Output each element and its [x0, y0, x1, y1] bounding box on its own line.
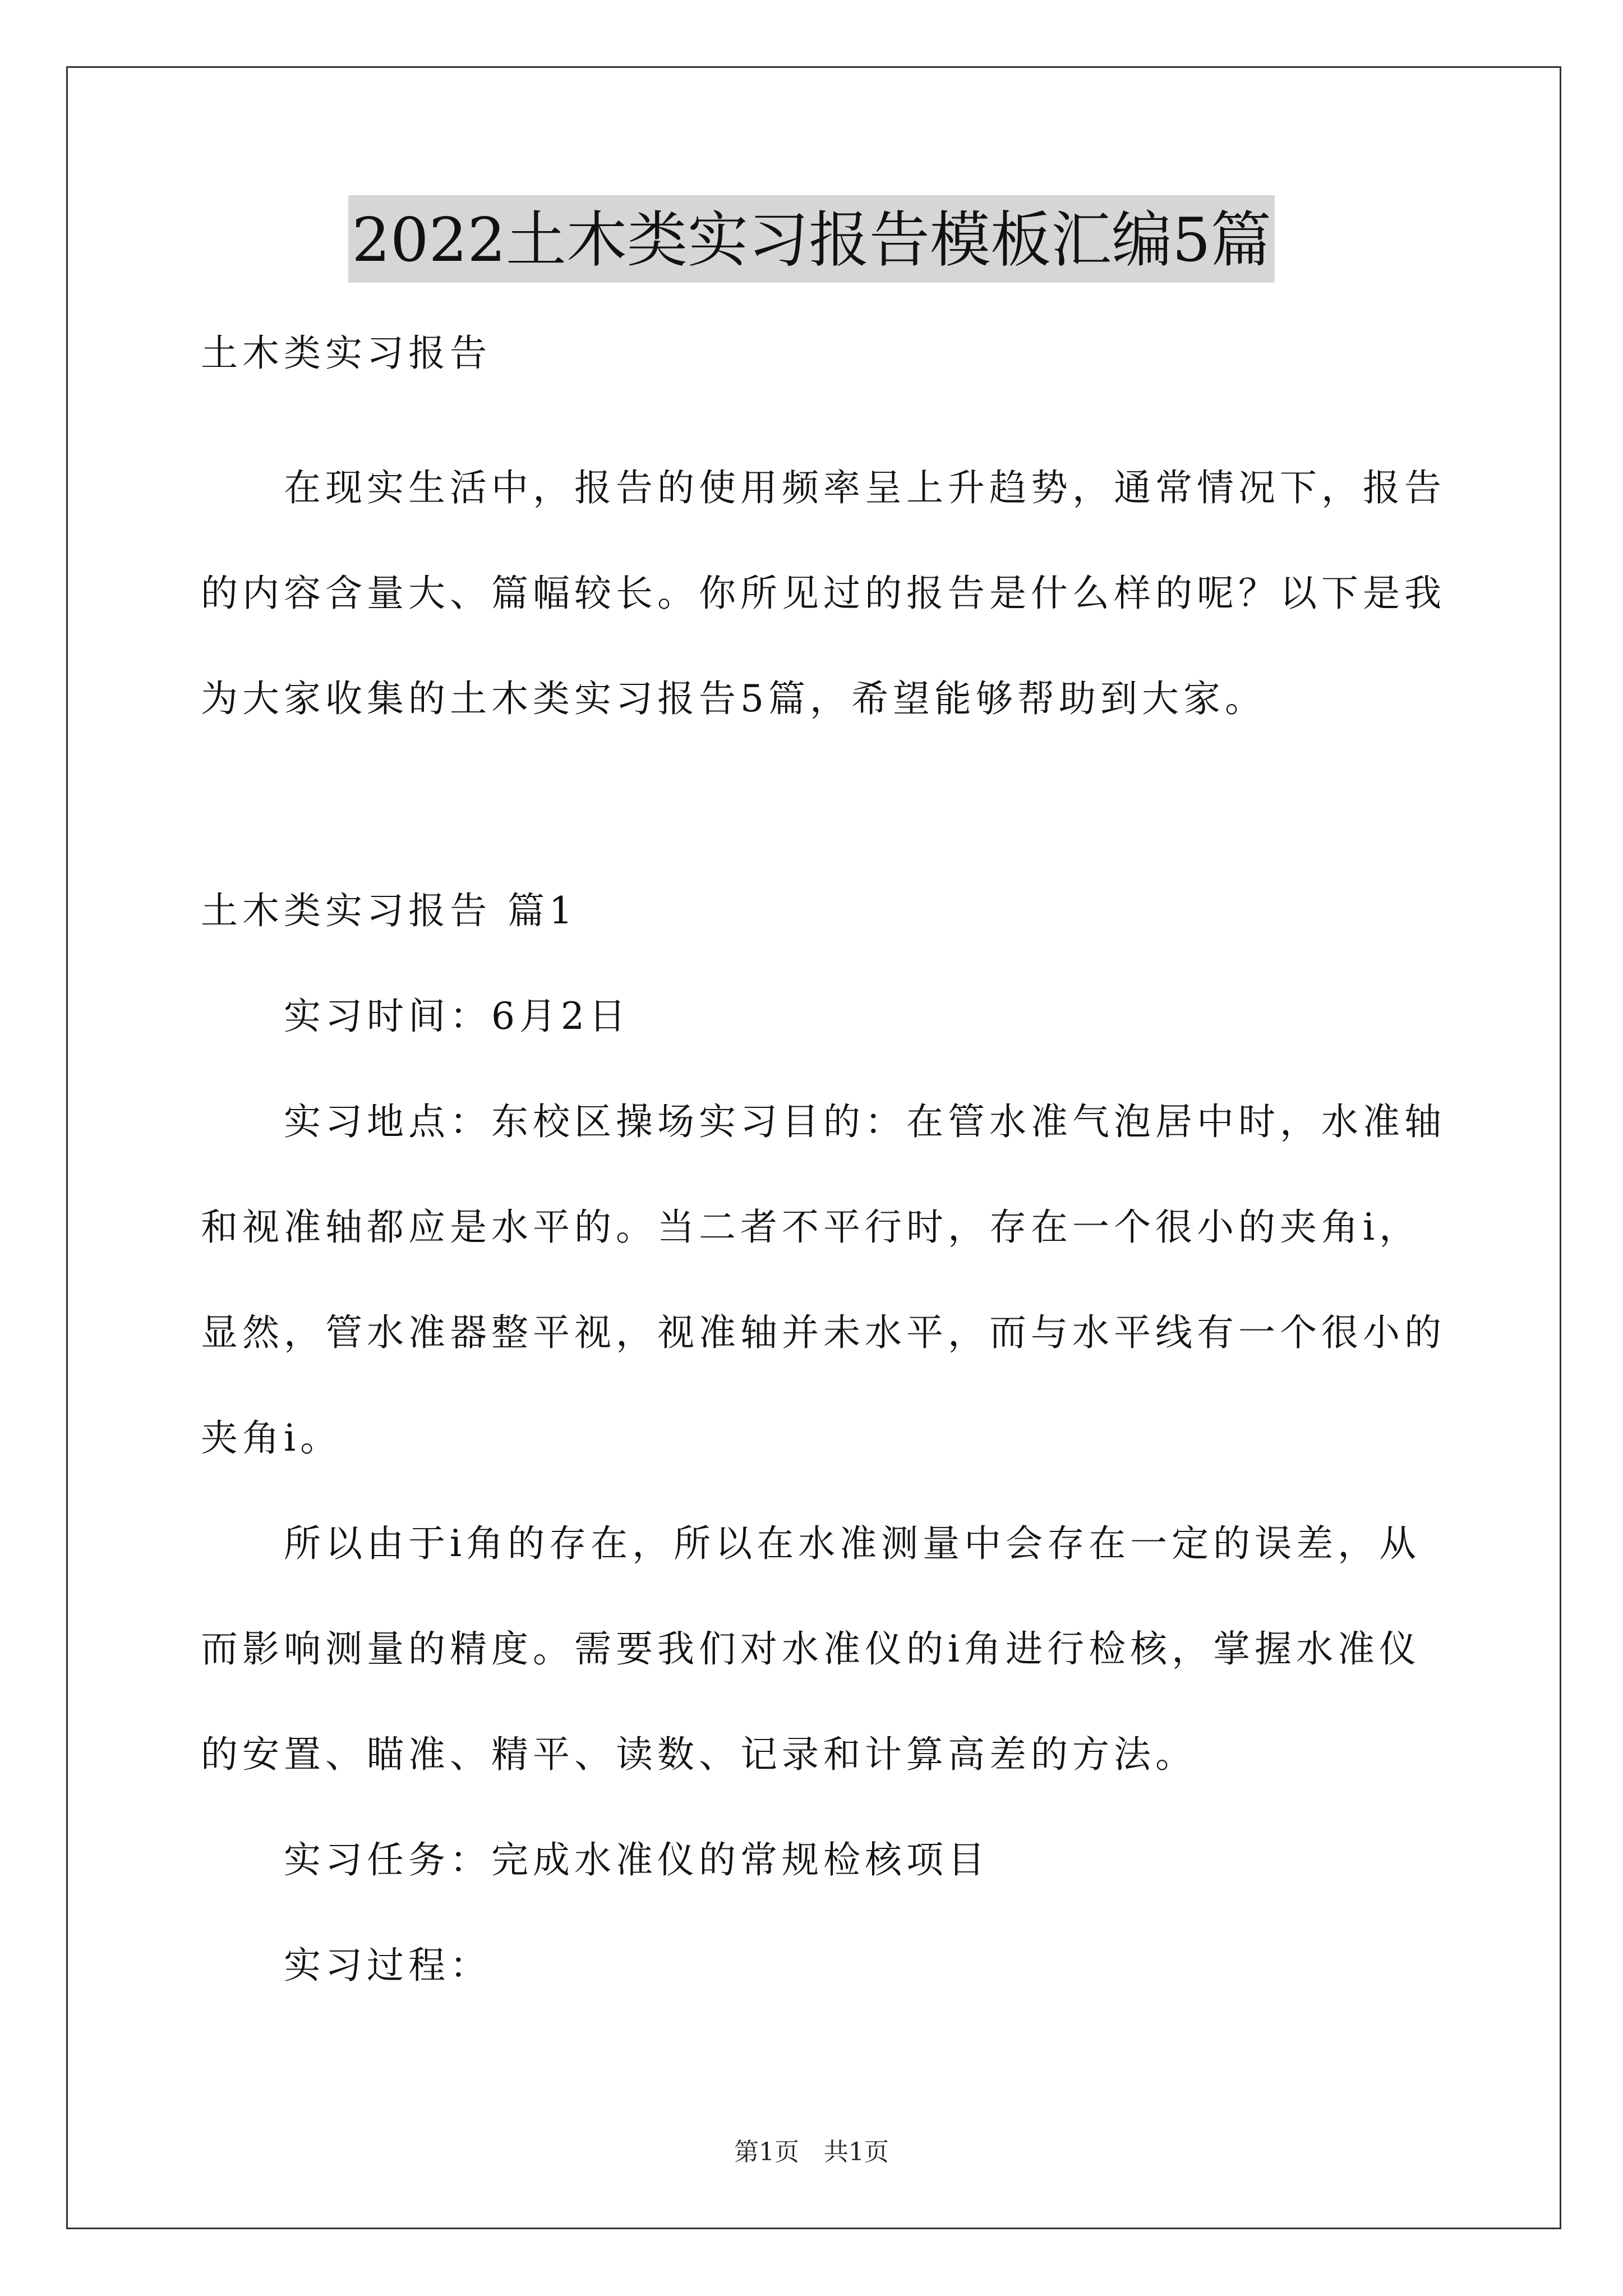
paragraph-line: 实习时间：6月2日 [201, 995, 630, 1038]
paragraph-line: 所以由于i角的存在，所以在水准测量中会存在一定的误差，从 [201, 1522, 1421, 1565]
paragraph-line: 的安置、瞄准、精平、读数、记录和计算高差的方法。 [201, 1733, 1197, 1776]
section-heading-part1: 土木类实习报告 篇1 [201, 889, 577, 932]
paragraph-line: 显然，管水准器整平视，视准轴并未水平，而与水平线有一个很小的 [201, 1311, 1446, 1354]
page-footer: 第1页 共1页 [734, 2138, 889, 2166]
paragraph-line: 为大家收集的土木类实习报告5篇，希望能够帮助到大家。 [201, 677, 1266, 720]
paragraph-line: 实习任务：完成水准仪的常规检核项目 [201, 1838, 989, 1881]
paragraph-line: 在现实生活中，报告的使用频率呈上升趋势，通常情况下，报告 [201, 466, 1446, 509]
paragraph-line: 而影响测量的精度。需要我们对水准仪的i角进行检核，掌握水准仪 [201, 1627, 1421, 1671]
paragraph-line: 的内容含量大、篇幅较长。你所见过的报告是什么样的呢？以下是我 [201, 572, 1446, 615]
document-title [0, 195, 1623, 283]
paragraph-line: 和视准轴都应是水平的。当二者不平行时，存在一个很小的夹角i， [201, 1205, 1421, 1249]
paragraph-line: 实习过程： [201, 1944, 491, 1987]
paragraph-line: 夹角i。 [201, 1416, 342, 1460]
section-heading-intro: 土木类实习报告 [201, 332, 491, 375]
paragraph-line: 实习地点：东校区操场实习目的：在管水准气泡居中时，水准轴 [201, 1100, 1446, 1143]
document-title-text: 2022土木类实习报告模板汇编5篇 [348, 195, 1275, 283]
